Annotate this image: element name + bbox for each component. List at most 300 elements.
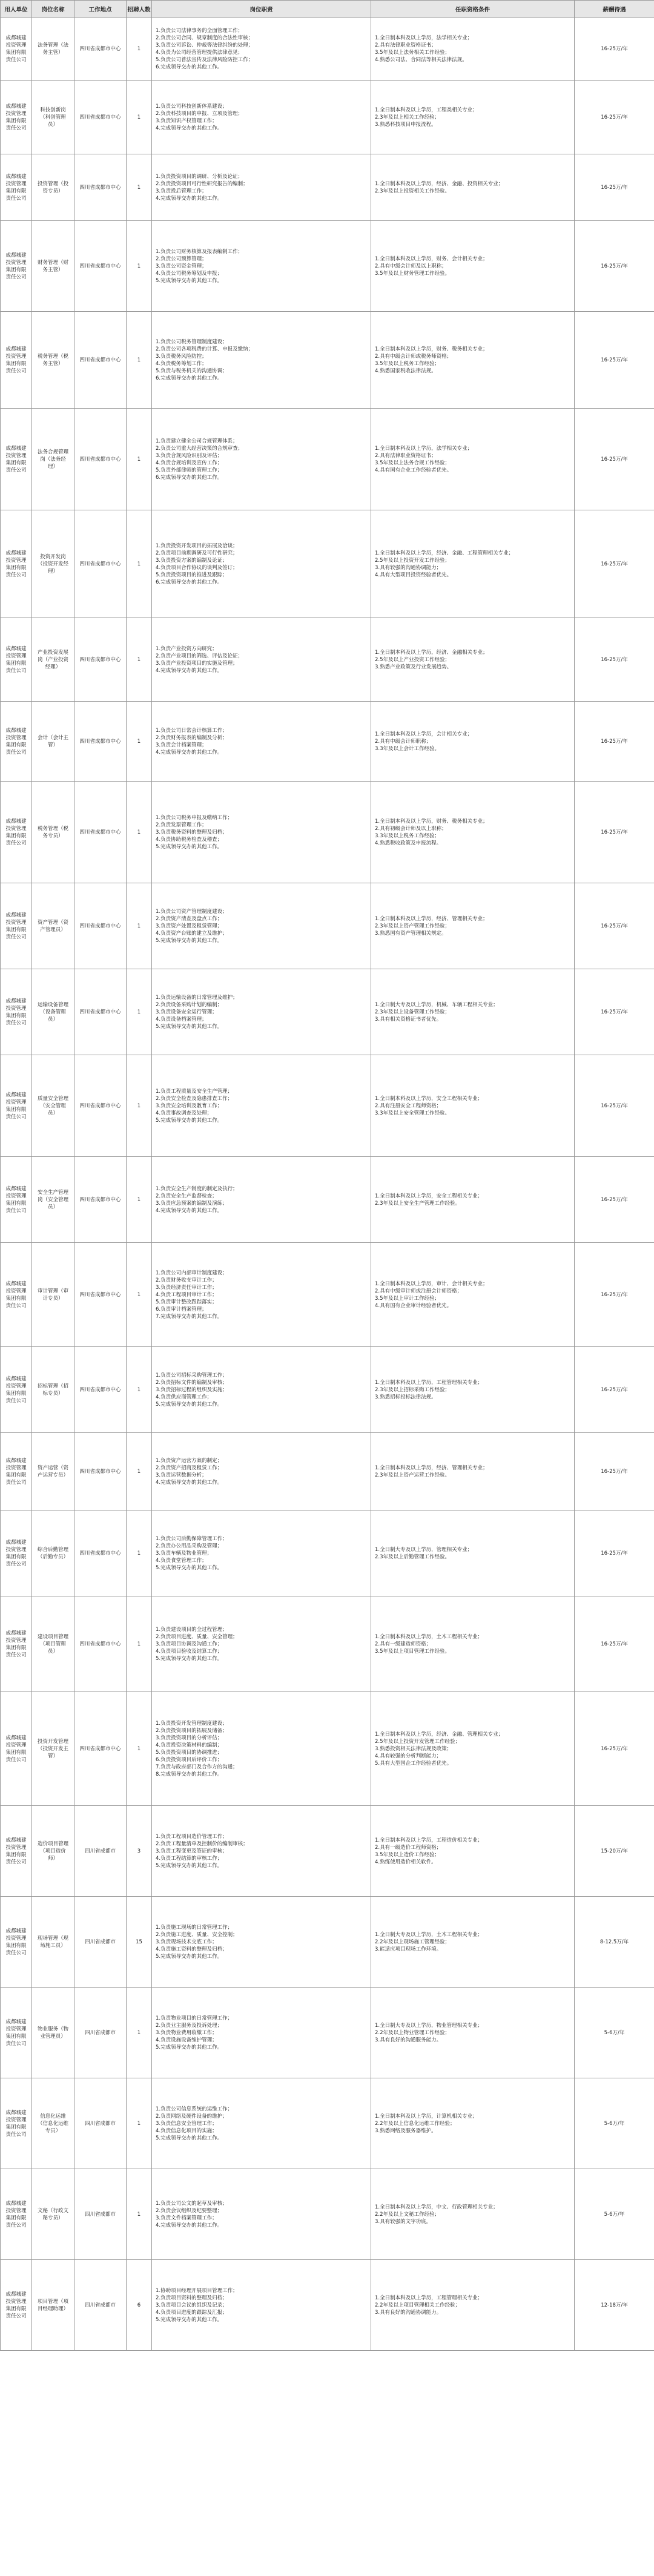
text-line: 2.负责安全生产监督检查； [156, 1193, 217, 1199]
salary-cell: 16-25万/年 [575, 312, 654, 409]
text-line: 4.负责工程项目审计工作； [156, 1291, 217, 1298]
text-line: 2.负责网络及硬件设备的维护； [156, 2113, 228, 2120]
location-cell: 四川省成都市中心 [74, 510, 127, 618]
text-line: 2.负责项目前期调研及可行性研究； [156, 550, 238, 556]
count-cell: 1 [127, 221, 152, 312]
table-row [1, 154, 654, 221]
text-line: 1.负责工程质量及安全生产管理； [156, 1088, 233, 1095]
text-line: 1.全日制本科及以上学历，中文、行政管理相关专业； [375, 2204, 498, 2210]
table-header [1, 1, 654, 18]
text-line: 1.全日制本科及以上学历，安全工程相关专业； [375, 1095, 483, 1102]
text-line: 3.熟悉网络及服务器维护。 [375, 2127, 437, 2134]
text-line: 2.具有注册安全工程师资格； [375, 1102, 442, 1109]
text-line: 2.具有中级会计师职称； [375, 738, 432, 745]
table-row [1, 1988, 654, 2078]
salary-cell: 16-25万/年 [575, 1243, 654, 1347]
text-line: 5.完成领导交办的其他工作。 [156, 1953, 223, 1960]
text-line: 4.完成领导交办的其他工作。 [156, 1479, 223, 1486]
text-line: 2.负责项目资料的整理及归档； [156, 2294, 228, 2301]
unit-cell: 成都城建投资管理集团有限责任公司 [1, 1988, 32, 2078]
text-line: 3.5年及以上财务管理工作经验。 [375, 270, 451, 277]
text-line: 3.具有较强的沟通协调能力； [375, 564, 442, 571]
salary-cell: 8-12.5万/年 [575, 1897, 654, 1988]
text-line: 2.具有中级会计师及以上职称； [375, 263, 447, 269]
position-cell: 财务管理（财务主管） [32, 221, 74, 312]
position-cell: 税务管理（税务专员） [32, 782, 74, 883]
count-cell: 1 [127, 2078, 152, 2169]
count-cell: 1 [127, 1243, 152, 1347]
text-line: 4.熟悉公司法、合同法等相关法律法规。 [375, 57, 467, 63]
text-line: 4.负责食堂管理工作； [156, 1557, 207, 1564]
text-line: 5.完成领导交办的其他工作。 [156, 1564, 223, 1571]
salary-cell: 16-25万/年 [575, 1157, 654, 1243]
duties-cell [152, 2260, 371, 2351]
text-line: 3.负责信息安全管理工作； [156, 2120, 217, 2127]
unit-cell: 成都城建投资管理集团有限责任公司 [1, 1897, 32, 1988]
text-line: 2.5年及以上投资开发管理工作经验； [375, 1738, 461, 1745]
location-cell: 四川省成都市中心 [74, 782, 127, 883]
text-line: 3.3年及以上税务工作经验； [375, 832, 440, 839]
text-line: 3.负责文件档案管理工作； [156, 2215, 217, 2221]
unit-cell: 成都城建投资管理集团有限责任公司 [1, 2169, 32, 2260]
duties-cell [152, 2169, 371, 2260]
position-cell: 资产管理（资产管理员） [32, 883, 74, 969]
text-line: 4.负责项目合作协议的谈判及签订； [156, 564, 238, 571]
text-line: 1.负责物业项目的日常管理工作； [156, 2015, 233, 2021]
text-line: 4.完成领导交办的其他工作。 [156, 2222, 223, 2228]
position-cell: 法务管理（法务主管） [32, 18, 74, 81]
text-line: 6.负责投资项目后评价工作； [156, 1756, 223, 1763]
text-line: 1.负责公司日常会计核算工作； [156, 727, 228, 734]
duties-cell [152, 1510, 371, 1596]
position-cell: 税务管理（税务主管） [32, 312, 74, 409]
count-cell: 1 [127, 18, 152, 81]
text-line: 3.负责物业费用收缴工作； [156, 2029, 217, 2036]
salary-cell: 12-18万/年 [575, 2260, 654, 2351]
salary-cell: 16-25万/年 [575, 221, 654, 312]
location-cell: 四川省成都市中心 [74, 1510, 127, 1596]
requirements-cell [371, 1692, 575, 1806]
text-line: 1.全日制本科及以上学历，审计、会计相关专业； [375, 1280, 488, 1287]
text-line: 2.具有一级建造师资格； [375, 1641, 432, 1647]
requirements-cell [371, 2169, 575, 2260]
text-line: 4.负责设备档案管理； [156, 1016, 207, 1023]
location-cell: 四川省成都市中心 [74, 969, 127, 1055]
duties-cell [152, 1157, 371, 1243]
requirements-cell [371, 2260, 575, 2351]
location-cell: 四川省成都市中心 [74, 154, 127, 221]
text-line: 3.负责税务风险防控； [156, 353, 207, 360]
text-line: 4.负责为公司经营管理提供法律意见； [156, 50, 243, 56]
text-line: 2.具有法律职业资格证书； [375, 452, 437, 459]
requirements-cell [371, 618, 575, 702]
text-line: 2.负责公司预算管理； [156, 255, 207, 262]
text-line: 5.负责公司普法宣传及法律风险防控工作； [156, 57, 254, 63]
text-line: 2.负责办公用品采购及管理； [156, 1543, 223, 1549]
text-line: 3.负责设备安全运行管理； [156, 1009, 217, 1015]
table-row [1, 1806, 654, 1897]
table-body [1, 18, 654, 2351]
salary-cell: 16-25万/年 [575, 81, 654, 154]
text-line: 1.全日制本科及以上学历，财务、税务相关专业； [375, 818, 488, 825]
unit-cell: 成都城建投资管理集团有限责任公司 [1, 782, 32, 883]
position-cell: 综合后勤管理（后勤专员） [32, 1510, 74, 1596]
text-line: 1.全日制本科及以上学历，工程管理相关专业； [375, 2294, 483, 2301]
header-salary: 薪酬待遇 [575, 1, 654, 18]
text-line: 4.负责项目验收及结算工作； [156, 1648, 223, 1655]
text-line: 1.负责安全生产制度的制定及执行； [156, 1185, 238, 1192]
text-line: 2.5年及以上投资开发工作经验； [375, 557, 451, 564]
unit-cell: 成都城建投资管理集团有限责任公司 [1, 1692, 32, 1806]
location-cell: 四川省成都市中心 [74, 1055, 127, 1157]
duties-cell [152, 2078, 371, 2169]
duties-cell [152, 221, 371, 312]
location-cell: 四川省成都市中心 [74, 883, 127, 969]
text-line: 1.协助项目经理开展项目管理工作； [156, 2287, 238, 2294]
text-line: 5.完成领导交办的其他工作。 [156, 2135, 223, 2141]
text-line: 1.全日制大专及以上学历，物业管理相关专业； [375, 2022, 483, 2029]
text-line: 4.具有国有企业工作经验者优先。 [375, 467, 452, 473]
count-cell: 1 [127, 1157, 152, 1243]
text-line: 5.完成领导交办的其他工作。 [156, 1117, 223, 1124]
count-cell: 1 [127, 81, 152, 154]
text-line: 1.负责公司公文的起草及审核； [156, 2200, 228, 2207]
duties-cell [152, 1596, 371, 1692]
text-line: 2.负责招标文件的编制及审核； [156, 1379, 228, 1386]
text-line: 3.5年及以上审计工作经验； [375, 1295, 440, 1302]
text-line: 3.熟悉国有资产管理相关规定。 [375, 930, 447, 937]
unit-cell: 成都城建投资管理集团有限责任公司 [1, 81, 32, 154]
text-line: 4.完成领导交办的其他工作。 [156, 667, 223, 674]
salary-cell: 16-25万/年 [575, 18, 654, 81]
text-line: 3.熟悉科技项目申报流程。 [375, 121, 437, 128]
requirements-cell [371, 1433, 575, 1510]
position-cell: 产业投资发展岗（产业投资经理） [32, 618, 74, 702]
text-line: 1.全日制本科及以上学历，经济、金融、管理相关专业； [375, 1731, 504, 1738]
location-cell: 四川省成都市中心 [74, 1157, 127, 1243]
count-cell: 3 [127, 1806, 152, 1897]
header-requirements: 任职资格条件 [371, 1, 575, 18]
text-line: 1.全日制本科及以上学历，财务、会计相关专业； [375, 255, 488, 262]
salary-cell: 5-6万/年 [575, 2078, 654, 2169]
text-line: 1.全日制本科及以上学历，经济、管理相关专业； [375, 915, 488, 922]
text-line: 2.负责公司各项税费的计算、申报及缴纳； [156, 346, 254, 352]
duties-cell [152, 1897, 371, 1988]
position-cell: 投资管理（投资专员） [32, 154, 74, 221]
text-line: 2.具有一级造价工程师资格； [375, 1844, 442, 1851]
table-row [1, 18, 654, 81]
text-line: 1.负责投资开发管理制度建设； [156, 1720, 228, 1727]
position-cell: 现场管理（现场施工员） [32, 1897, 74, 1988]
text-line: 2.2年及以上项目管理相关工作经验； [375, 2302, 461, 2308]
count-cell: 1 [127, 2169, 152, 2260]
salary-cell: 16-25万/年 [575, 1510, 654, 1596]
salary-cell: 16-25万/年 [575, 510, 654, 618]
text-line: 2.负责设备采购计划的编制； [156, 1001, 223, 1008]
text-line: 1.负责公司招标采购管理工作； [156, 1372, 228, 1379]
count-cell: 1 [127, 702, 152, 782]
text-line: 2.具有中级审计师或注册会计师资格； [375, 1288, 463, 1294]
location-cell: 四川省成都市中心 [74, 702, 127, 782]
text-line: 2.3年及以上招标采购工作经验； [375, 1386, 451, 1393]
text-line: 3.具有良好的沟通协调能力。 [375, 2309, 442, 2316]
unit-cell: 成都城建投资管理集团有限责任公司 [1, 1243, 32, 1347]
table-row [1, 618, 654, 702]
text-line: 5.完成领导交办的其他工作。 [156, 1862, 223, 1869]
location-cell: 四川省成都市中心 [74, 1596, 127, 1692]
duties-cell [152, 782, 371, 883]
text-line: 3.负责招标过程的组织及实施； [156, 1386, 228, 1393]
location-cell: 四川省成都市中心 [74, 18, 127, 81]
table-row [1, 81, 654, 154]
position-cell: 科技创新岗（科创管理员） [32, 81, 74, 154]
table-row [1, 221, 654, 312]
text-line: 3.负责运营数据分析； [156, 1472, 207, 1478]
position-cell: 运输设备管理（设备管理员） [32, 969, 74, 1055]
requirements-cell [371, 2078, 575, 2169]
text-line: 2.具有初级会计师及以上职称； [375, 825, 447, 832]
text-line: 1.全日制本科及以上学历，会计相关专业； [375, 731, 473, 737]
location-cell: 四川省成都市中心 [74, 221, 127, 312]
text-line: 1.负责公司资产管理制度建设； [156, 908, 228, 915]
text-line: 2.负责工程量清单及控制价的编制审核； [156, 1840, 248, 1847]
text-line: 4.完成领导交办的其他工作。 [156, 749, 223, 756]
text-line: 3.3年及以上安全管理工作经验。 [375, 1110, 451, 1116]
text-line: 3.负责会计档案管理； [156, 742, 207, 748]
position-cell: 文秘（行政文秘专员） [32, 2169, 74, 2260]
text-line: 4.熟悉税收政策及申报流程。 [375, 840, 442, 846]
text-line: 6.负责审计档案管理； [156, 1306, 207, 1313]
duties-cell [152, 1347, 371, 1433]
unit-cell: 成都城建投资管理集团有限责任公司 [1, 312, 32, 409]
text-line: 3.负责项目协调及沟通工作； [156, 1641, 223, 1647]
text-line: 2.3年及以上后勤管理工作经验。 [375, 1553, 451, 1560]
text-line: 4.具有国有企业审计经验者优先。 [375, 1302, 452, 1309]
text-line: 3.负责现场技术交底工作； [156, 1939, 217, 1945]
location-cell: 四川省成都市中心 [74, 409, 127, 510]
location-cell: 四川省成都市 [74, 1806, 127, 1897]
requirements-cell [371, 969, 575, 1055]
duties-cell [152, 618, 371, 702]
duties-cell [152, 18, 371, 81]
text-line: 1.全日制本科及以上学历，工程管理相关专业； [375, 1379, 483, 1386]
text-line: 2.负责业主服务及投诉处理； [156, 2022, 223, 2029]
text-line: 4.具有大型项目投资经验者优先。 [375, 572, 452, 578]
position-cell: 项目管理（项目经理助理） [32, 2260, 74, 2351]
text-line: 3.负责投资方案的编制及论证； [156, 557, 228, 564]
text-line: 1.负责公司税务申报及缴纳工作； [156, 814, 233, 821]
table-row [1, 409, 654, 510]
header-position: 岗位名称 [32, 1, 74, 18]
text-line: 1.负责公司科技创新体系建设； [156, 103, 228, 110]
text-line: 1.全日制本科及以上学历，经济、金融、工程管理相关专业； [375, 550, 514, 556]
text-line: 4.负责事故调查及处理； [156, 1110, 213, 1116]
position-cell: 投资开发管理（投资开发主管） [32, 1692, 74, 1806]
text-line: 3.负责安全培训及教育工作； [156, 1102, 223, 1109]
position-cell: 法务合规管理岗（法务经理） [32, 409, 74, 510]
text-line: 1.负责建设项目的全过程管理； [156, 1626, 228, 1633]
requirements-cell [371, 1988, 575, 2078]
text-line: 5.负责投资项目的推进及跟踪； [156, 572, 228, 578]
text-line: 2.2年及以上文秘工作经验； [375, 2211, 440, 2218]
text-line: 3.熟悉招标投标法律法规。 [375, 1394, 437, 1400]
text-line: 2.3年及以上投资相关工作经验。 [375, 188, 451, 194]
text-line: 5.完成领导交办的其他工作。 [156, 2316, 223, 2323]
requirements-cell [371, 221, 575, 312]
duties-cell [152, 1806, 371, 1897]
text-line: 3.负责项目会议的组织及记录； [156, 2302, 228, 2308]
count-cell: 1 [127, 510, 152, 618]
position-cell: 信息化运维（信息化运维专员） [32, 2078, 74, 2169]
text-line: 3.负责工程变更及签证的审核； [156, 1848, 228, 1854]
position-cell: 建设项目管理（项目管理员） [32, 1596, 74, 1692]
text-line: 3.负责合规风险识别及评估； [156, 452, 223, 459]
table-row [1, 1897, 654, 1988]
count-cell: 15 [127, 1897, 152, 1988]
text-line: 4.负责设施设备维护管理； [156, 2037, 217, 2043]
requirements-cell [371, 154, 575, 221]
salary-cell: 16-25万/年 [575, 1055, 654, 1157]
text-line: 1.全日制本科及以上学历，计算机相关专业； [375, 2113, 478, 2120]
requirements-cell [371, 1157, 575, 1243]
count-cell: 1 [127, 1988, 152, 2078]
text-line: 2.负责公司重大经营决策的合规审查； [156, 445, 243, 452]
location-cell: 四川省成都市中心 [74, 618, 127, 702]
text-line: 1.负责公司内部审计制度建设； [156, 1270, 228, 1276]
position-cell: 资产运营（资产运营专员） [32, 1433, 74, 1510]
unit-cell: 成都城建投资管理集团有限责任公司 [1, 2260, 32, 2351]
text-line: 2.负责安全检查及隐患排查工作； [156, 1095, 233, 1102]
text-line: 2.负责资产清查及盘点工作； [156, 915, 223, 922]
text-line: 1.负责运输设备的日常管理及维护； [156, 994, 238, 1001]
text-line: 6.完成领导交办的其他工作。 [156, 64, 223, 70]
text-line: 5.负责外部律师的管理工作； [156, 467, 223, 473]
unit-cell: 成都城建投资管理集团有限责任公司 [1, 1596, 32, 1692]
text-line: 4.熟练使用造价相关软件。 [375, 1859, 437, 1865]
text-line: 4.负责施工资料的整理及归档； [156, 1946, 228, 1952]
count-cell: 1 [127, 1692, 152, 1806]
duties-cell [152, 1055, 371, 1157]
position-cell: 投资开发岗（投资开发经理） [32, 510, 74, 618]
duties-cell [152, 409, 371, 510]
text-line: 3.具有较强的文字功底。 [375, 2218, 432, 2225]
text-line: 5.负责与税务机关的沟通协调； [156, 367, 228, 374]
location-cell: 四川省成都市中心 [74, 1433, 127, 1510]
text-line: 3.3年及以上会计工作经验。 [375, 745, 440, 752]
unit-cell: 成都城建投资管理集团有限责任公司 [1, 510, 32, 618]
text-line: 2.负责科技项目的申报、立项及管理； [156, 110, 243, 117]
table-row [1, 312, 654, 409]
text-line: 1.全日制大专及以上学历，管理相关专业； [375, 1546, 473, 1553]
unit-cell: 成都城建投资管理集团有限责任公司 [1, 1347, 32, 1433]
text-line: 5.完成领导交办的其他工作。 [156, 843, 223, 850]
table-row [1, 1157, 654, 1243]
unit-cell: 成都城建投资管理集团有限责任公司 [1, 154, 32, 221]
count-cell: 1 [127, 883, 152, 969]
text-line: 5.完成领导交办的其他工作。 [156, 1655, 223, 1662]
requirements-cell [371, 1510, 575, 1596]
count-cell: 1 [127, 312, 152, 409]
text-line: 1.全日制本科及以上学历，经济、管理相关专业； [375, 1464, 488, 1471]
text-line: 1.负责施工现场的日常管理工作； [156, 1924, 233, 1931]
requirements-cell [371, 782, 575, 883]
text-line: 1.全日制本科及以上学历，法学相关专业； [375, 35, 473, 41]
salary-cell: 16-25万/年 [575, 969, 654, 1055]
text-line: 7.负责与政府部门及合作方的沟通； [156, 1764, 238, 1770]
text-line: 4.负责供应商管理工作； [156, 1394, 213, 1400]
text-line: 2.负责财务收支审计工作； [156, 1277, 217, 1283]
text-line: 2.负责施工进度、质量、安全控制； [156, 1931, 238, 1938]
text-line: 3.负责公司资金管理； [156, 263, 207, 269]
text-line: 1.负责投资项目的调研、分析及论证； [156, 173, 243, 180]
header-unit: 用人单位 [1, 1, 32, 18]
text-line: 2.负责投资项目可行性研究报告的编制； [156, 180, 248, 187]
salary-cell: 15-20万/年 [575, 1806, 654, 1897]
text-line: 1.负责资产运营方案的制定； [156, 1457, 223, 1464]
position-cell: 质量安全管理（安全管理员） [32, 1055, 74, 1157]
text-line: 2.负责产业项目的筛选、评估及论证； [156, 653, 243, 659]
text-line: 4.熟悉国家税收法律法规。 [375, 367, 437, 374]
table-row [1, 1433, 654, 1510]
text-line: 1.负责工程项目造价管理工作； [156, 1833, 228, 1840]
text-line: 4.具有较强的分析判断能力； [375, 1753, 442, 1759]
text-line: 3.负责投资项目的分析评估； [156, 1734, 223, 1741]
requirements-cell [371, 883, 575, 969]
requirements-cell [371, 1243, 575, 1347]
location-cell: 四川省成都市中心 [74, 81, 127, 154]
count-cell: 1 [127, 1347, 152, 1433]
text-line: 4.负责资产台账的建立及维护； [156, 930, 228, 937]
table-row [1, 969, 654, 1055]
text-line: 3.负责税务资料的整理及归档； [156, 829, 228, 835]
location-cell: 四川省成都市 [74, 2260, 127, 2351]
text-line: 2.3年及以上资产运营工作经验。 [375, 1472, 451, 1478]
unit-cell: 成都城建投资管理集团有限责任公司 [1, 702, 32, 782]
text-line: 3.熟悉产业政策及行业发展趋势。 [375, 664, 452, 670]
duties-cell [152, 312, 371, 409]
text-line: 3.5年及以上税务工作经验； [375, 360, 440, 367]
text-line: 2.负责项目进度、质量、安全管理； [156, 1633, 238, 1640]
count-cell: 1 [127, 1433, 152, 1510]
header-count: 招聘人数 [127, 1, 152, 18]
text-line: 2.2年及以上物业管理工作经验； [375, 2029, 451, 2036]
text-line: 4.负责协助税务检查及稽查； [156, 836, 223, 843]
table-row [1, 1347, 654, 1433]
text-line: 4.负责公司税务筹划及申报； [156, 270, 223, 277]
text-line: 1.全日制本科及以上学历，经济、金融相关专业； [375, 649, 488, 656]
text-line: 2.负责公司合同、规章制度的合法性审核； [156, 35, 254, 41]
text-line: 4.负责信息化项目的实施； [156, 2127, 217, 2134]
header-duties: 岗位职责 [152, 1, 371, 18]
table-row [1, 883, 654, 969]
duties-cell [152, 81, 371, 154]
table-row [1, 1243, 654, 1347]
text-line: 1.全日制本科及以上学历，安全工程相关专业； [375, 1193, 483, 1199]
unit-cell: 成都城建投资管理集团有限责任公司 [1, 18, 32, 81]
requirements-cell [371, 510, 575, 618]
text-line: 5.负责投资项目的协调推进； [156, 1749, 223, 1756]
duties-cell [152, 1988, 371, 2078]
text-line: 2.负责资产招商及租赁工作； [156, 1464, 223, 1471]
text-line: 3.5年及以上法务合规工作经验； [375, 460, 451, 466]
text-line: 1.全日制本科及以上学历，财务、税务相关专业； [375, 346, 488, 352]
text-line: 4.负责合规培训及宣传工作； [156, 460, 223, 466]
table-row [1, 2260, 654, 2351]
text-line: 2.3年及以上安全生产管理工作经验。 [375, 1200, 461, 1207]
salary-cell: 16-25万/年 [575, 1347, 654, 1433]
unit-cell: 成都城建投资管理集团有限责任公司 [1, 618, 32, 702]
text-line: 3.负责公司诉讼、仲裁等法律纠纷的处理； [156, 42, 254, 48]
